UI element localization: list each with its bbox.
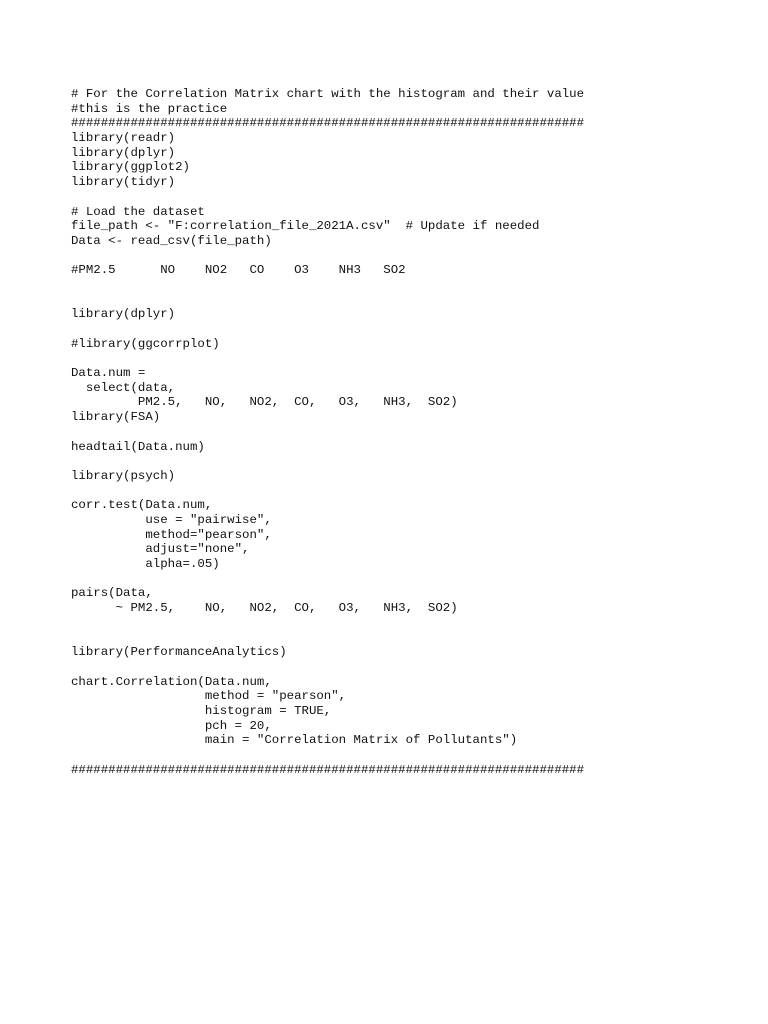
code-line: method = "pearson", (71, 689, 347, 704)
code-line: use = "pairwise", (71, 512, 272, 527)
code-line (71, 190, 751, 205)
code-line: # For the Correlation Matrix chart with the histogram and their value (71, 87, 585, 101)
code-line: #PM2.5 NO NO2 CO O3 NH3 SO2 (71, 263, 406, 278)
code-line (71, 249, 751, 264)
code-line: library(psych) (71, 468, 176, 483)
code-line: chart.Correlation(Data.num, (71, 674, 272, 689)
code-line (71, 616, 751, 631)
code-line: PM2.5, NO, NO2, CO, O3, NH3, SO2) (71, 395, 458, 410)
code-line: library(FSA) (71, 410, 161, 425)
code-line: library(ggplot2) (71, 160, 190, 175)
code-line: adjust="none", (71, 542, 250, 557)
code-line: method="pearson", (71, 527, 272, 542)
code-line: select(data, (71, 380, 176, 395)
code-line: main = "Correlation Matrix of Pollutants") (71, 733, 518, 748)
code-line (71, 660, 751, 675)
code-line (71, 748, 751, 763)
code-line: library(tidyr) (71, 175, 176, 190)
code-line: ##################################################################### (71, 762, 585, 777)
code-line: library(dplyr) (71, 307, 176, 322)
code-line (71, 630, 751, 645)
code-line: alpha=.05) (71, 557, 220, 571)
code-line: corr.test(Data.num, (71, 498, 213, 513)
code-line (71, 572, 751, 587)
code-line: ##################################################################### (71, 116, 585, 131)
code-line: Data <- read_csv(file_path) (71, 233, 272, 248)
code-line: library(PerformanceAnalytics) (71, 645, 287, 660)
code-line (71, 322, 751, 337)
code-line: pch = 20, (71, 718, 272, 733)
code-line: Data.num = (71, 366, 146, 381)
code-line (71, 278, 751, 293)
code-listing (71, 87, 751, 777)
code-line (71, 351, 751, 366)
code-line (71, 484, 751, 499)
code-line: library(readr) (71, 131, 176, 146)
code-line: library(dplyr) (71, 145, 176, 160)
code-line: headtail(Data.num) (71, 439, 205, 454)
code-line: ~ PM2.5, NO, NO2, CO, O3, NH3, SO2) (71, 601, 458, 616)
code-line: pairs(Data, (71, 586, 153, 601)
code-line: histogram = TRUE, (71, 703, 332, 718)
code-line (71, 293, 751, 308)
code-line (71, 425, 751, 440)
code-line: #library(ggcorrplot) (71, 336, 220, 351)
code-line: # Load the dataset (71, 204, 205, 219)
code-line: file_path <- "F:correlation_file_2021A.csv" # Update if needed (71, 219, 540, 234)
code-line: #this is the practice (71, 101, 228, 116)
code-line (71, 454, 751, 469)
